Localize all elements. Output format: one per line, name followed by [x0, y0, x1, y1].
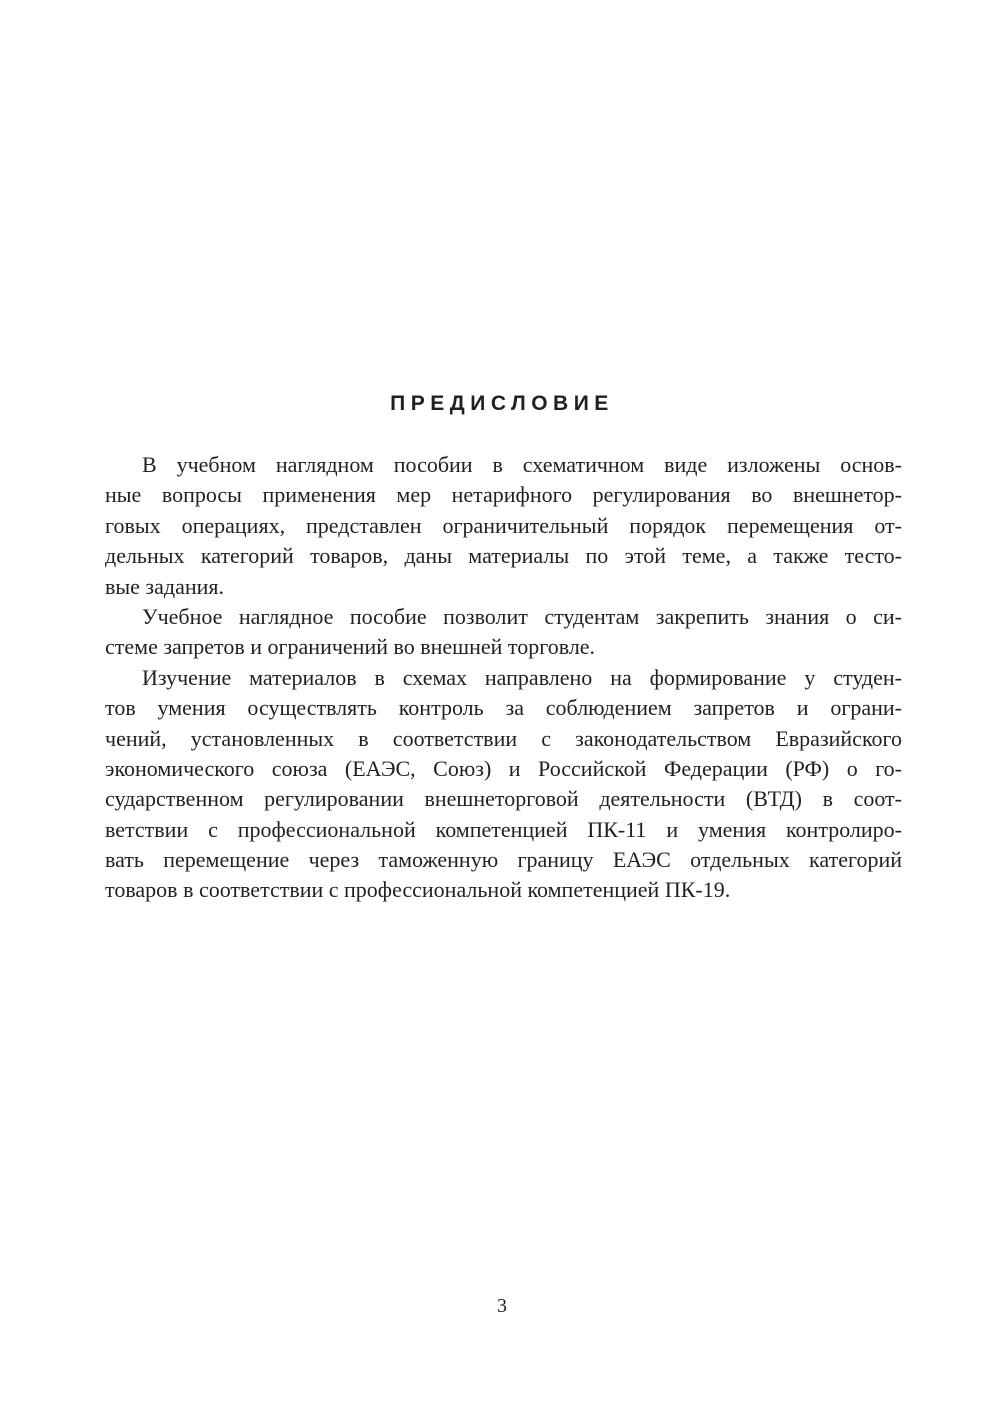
text-line: стеме запретов и ограничений во внешней торговле. — [105, 634, 596, 660]
text-line: тов умения осуществлять контроль за соблюдением запретов и ограни- — [105, 695, 902, 721]
text-line: сударственном регулировании внешнеторговой деятельности (ВТД) в соот- — [105, 786, 902, 812]
text-line: вать перемещение через таможенную границу ЕАЭС отдельных категорий — [105, 847, 902, 873]
paragraph-3 — [105, 663, 902, 906]
text-line: дельных категорий товаров, даны материалы по этой теме, а также тесто- — [105, 543, 902, 569]
text-line: ные вопросы применения мер нетарифного регулирования во внешнетор- — [105, 482, 902, 508]
text-line: Учебное наглядное пособие позволит студентам закрепить знания о си- — [142, 603, 902, 629]
text-line: экономического союза (ЕАЭС, Союз) и Российской Федерации (РФ) о го- — [105, 755, 902, 781]
paragraph-1 — [105, 450, 902, 602]
text-line: чений, установленных в соответствии с законодательством Евразийского — [105, 725, 902, 751]
text-line: В учебном наглядном пособии в схематичном виде изложены основ- — [142, 452, 902, 477]
preface-body — [105, 450, 902, 906]
text-line: вые задания. — [105, 573, 225, 599]
text-line: говых операциях, представлен ограничительный порядок перемещения от- — [105, 512, 902, 538]
page-title: ПРЕДИСЛОВИЕ — [390, 392, 614, 415]
text-line: ветствии с профессиональной компетенцией ПК-11 и умения контролиро- — [105, 816, 902, 842]
page-number: 3 — [497, 1295, 507, 1317]
text-line: Изучение материалов в схемах направлено на формирование у студен- — [142, 664, 902, 690]
text-line: товаров в соответствии с профессиональной компетенцией ПК-19. — [105, 877, 731, 903]
paragraph-2 — [105, 602, 902, 663]
